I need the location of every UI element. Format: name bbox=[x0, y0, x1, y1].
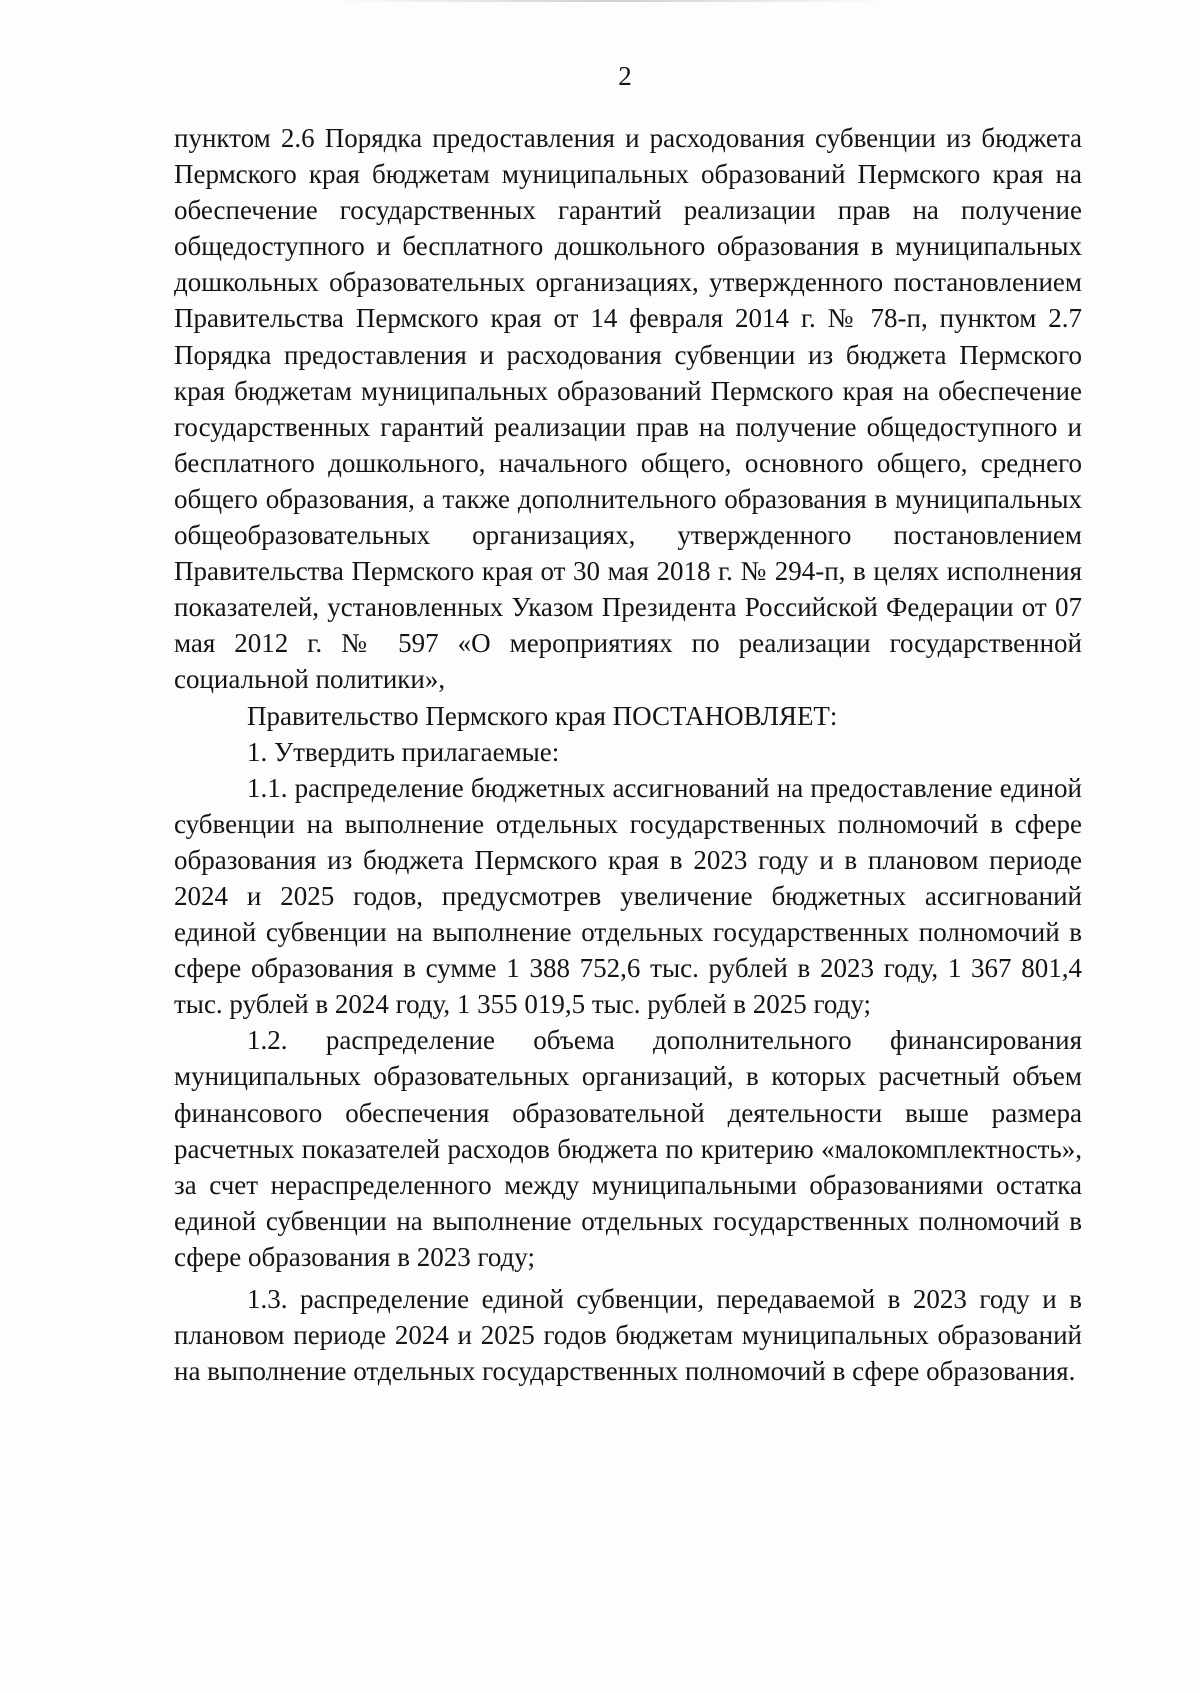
paragraph-item-1-1: 1.1. распределение бюджетных ассигнований на предоставление единой субвенции на выполнение отдельных государственных полномочий в сфере образования из бюджета Пермского края в 2023 году и в плановом периоде 2024 и 2025 годов, предусмотрев увеличение бюджетных ассигнований единой субвенции на выполнение отдельных государственных полномочий в сфере образования в сумме 1 388 752,6 тыс. рублей в 2023 году, 1 367 801,4 тыс. рублей в 2024 году, 1 355 019,5 тыс. рублей в 2025 году; bbox=[174, 772, 1082, 1020]
scan-edge-shadow bbox=[330, 0, 890, 2]
paragraph-item-1-2: 1.2. распределение объема дополнительного финансирования муниципальных образовательных организаций, в которых расчетный объем финансового обеспечения образовательной деятельности выше размера расчетных показателей расходов бюджета по критерию «малокомплектность», за счет нераспределенного между муниципальными образованиями остатка единой субвенции на выполнение отдельных государственных полномочий в сфере образования в 2023 году; bbox=[174, 1025, 1082, 1272]
document-body bbox=[174, 120, 1082, 1389]
page-number: 2 bbox=[618, 61, 632, 91]
paragraph-item-1: 1. Утвердить прилагаемые: bbox=[247, 736, 560, 767]
paragraph-resolution: Правительство Пермского края ПОСТАНОВЛЯЕТ: bbox=[247, 700, 838, 731]
paragraph-item-1-3: 1.3. распределение единой субвенции, передаваемой в 2023 году и в плановом периоде 2024 и 2025 годов бюджетам муниципальных образований на выполнение отдельных государственных полномочий в сфере образования. bbox=[174, 1284, 1082, 1387]
paragraph-preamble: пунктом 2.6 Порядка предоставления и расходования субвенции из бюджета Пермского края бюджетам муниципальных образований Пермского края на обеспечение государственных гарантий реализации прав на получение общедоступного и бесплатного дошкольного образования в муниципальных дошкольных образовательных организациях, утвержденного постановлением Правительства Пермского края от 14 февраля 2014 г. № 78-п, пунктом 2.7 Порядка предоставления и расходования субвенции из бюджета Пермского края бюджетам муниципальных образований Пермского края на обеспечение государственных гарантий реализации прав на получение общедоступного и бесплатного дошкольного, начального общего, основного общего, среднего общего образования, а также дополнительного образования в муниципальных общеобразовательных организациях, утвержденного постановлением Правительства Пермского края от 30 мая 2018 г. № 294-п, в целях исполнения показателей, установленных Указом Президента Российской Федерации от 07 мая 2012 г. № 597 «О мероприятиях по реализации государственной социальной политики», bbox=[174, 123, 1082, 695]
